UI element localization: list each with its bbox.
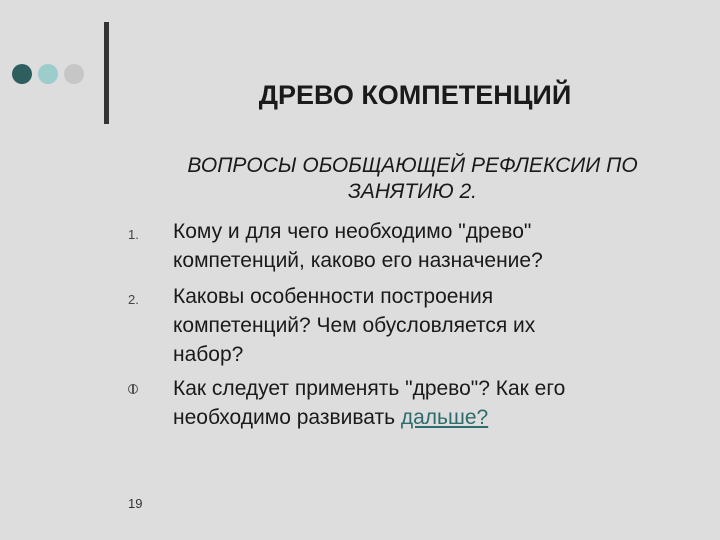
dark-teal-dot-icon: [12, 64, 32, 84]
list-item-line: компетенций, каково его назначение?: [173, 249, 543, 272]
slide-title: ДРЕВО КОМПЕТЕНЦИЙ: [258, 80, 572, 110]
list-item-text: [173, 374, 673, 432]
list-item-line: Как следует применять "древо"? Как его: [173, 377, 566, 400]
list-item-line: [173, 403, 673, 432]
vertical-divider: [104, 22, 109, 124]
gray-dot-icon: [64, 64, 84, 84]
next-link[interactable]: дальше?: [400, 406, 489, 429]
ring-bullet-icon: [128, 384, 138, 394]
subtitle-line-1: ВОПРОСЫ ОБОБЩАЮЩЕЙ РЕФЛЕКСИИ ПО: [187, 154, 638, 177]
list-item-line: Каковы особенности построения: [173, 285, 494, 308]
list-item-line: компетенций? Чем обусловляется их: [173, 314, 536, 337]
light-teal-dot-icon: [38, 64, 58, 84]
list-item-line: набор?: [173, 343, 244, 366]
list-item-line: Кому и для чего необходимо "древо": [173, 220, 532, 243]
decorative-dots: [12, 64, 84, 84]
subtitle-line-2: ЗАНЯТИЮ 2.: [347, 180, 478, 203]
slide-number: 19: [128, 496, 143, 511]
slide-subtitle: [125, 153, 700, 205]
list-item-text: [173, 217, 673, 275]
list-item-line-text: необходимо развивать: [173, 406, 401, 429]
list-number: 2.: [128, 292, 139, 307]
list-item-text: [173, 282, 673, 369]
list-number: 1.: [128, 227, 139, 242]
